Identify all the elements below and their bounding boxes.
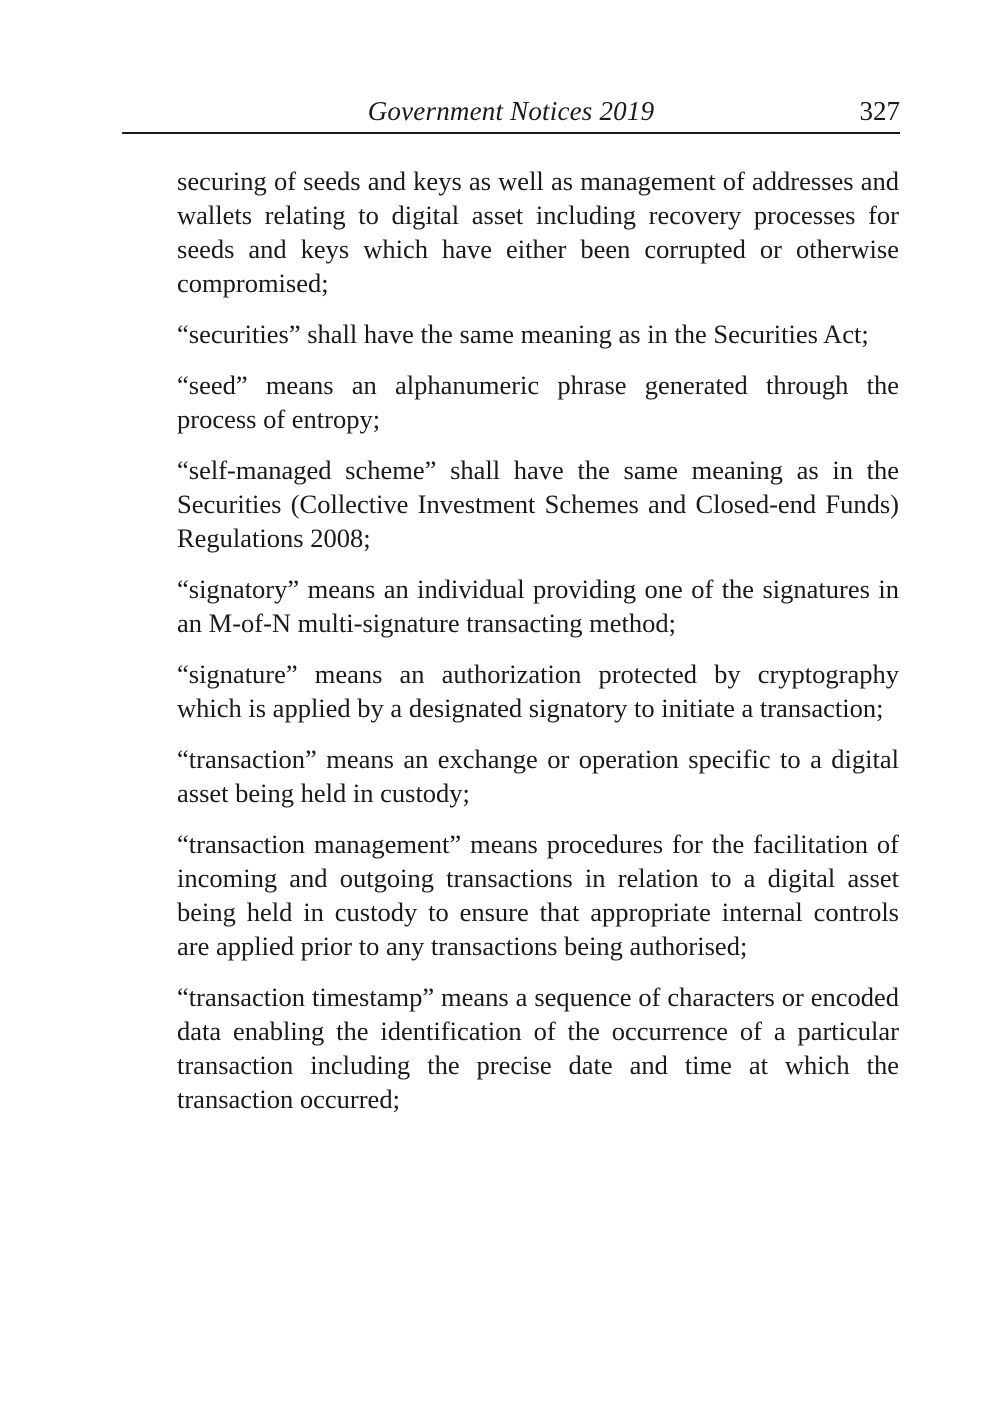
definition-securities: “securities” shall have the same meaning as in the Securities Act;	[177, 319, 869, 349]
body-text	[177, 164, 899, 1133]
definition-signatory: “signatory” means an individual providing one of the signatures in an M-of-N multi-signature transacting method;	[177, 574, 899, 638]
page-number: 327	[859, 96, 900, 126]
definition-transaction: “transaction” means an exchange or operation specific to a digital asset being held in custody;	[177, 744, 899, 808]
header-rule	[122, 132, 900, 134]
definition-transaction-management: “transaction management” means procedures for the facilitation of incoming and outgoing transactions in relation to a digital asset being held in custody to ensure that appropriate internal controls are applied prior to any transactions being authorised;	[177, 829, 899, 961]
definition-seed: “seed” means an alphanumeric phrase generated through the process of entropy;	[177, 370, 899, 434]
running-header	[122, 94, 900, 128]
paragraph-continuation: securing of seeds and keys as well as management of addresses and wallets relating to digital asset including recovery processes for seeds and keys which have either been corrupted or otherwise compromised;	[177, 166, 899, 298]
definition-self-managed-scheme: “self-managed scheme” shall have the same meaning as in the Securities (Collective Investment Schemes and Closed-end Funds) Regulations 2008;	[177, 455, 899, 553]
running-title: Government Notices 2019	[367, 96, 655, 126]
definition-signature: “signature” means an authorization protected by cryptography which is applied by a designated signatory to initiate a transaction;	[177, 659, 899, 723]
definition-transaction-timestamp: “transaction timestamp” means a sequence of characters or encoded data enabling the identification of the occurrence of a particular transaction including the precise date and time at which the transaction occurred;	[177, 982, 899, 1114]
